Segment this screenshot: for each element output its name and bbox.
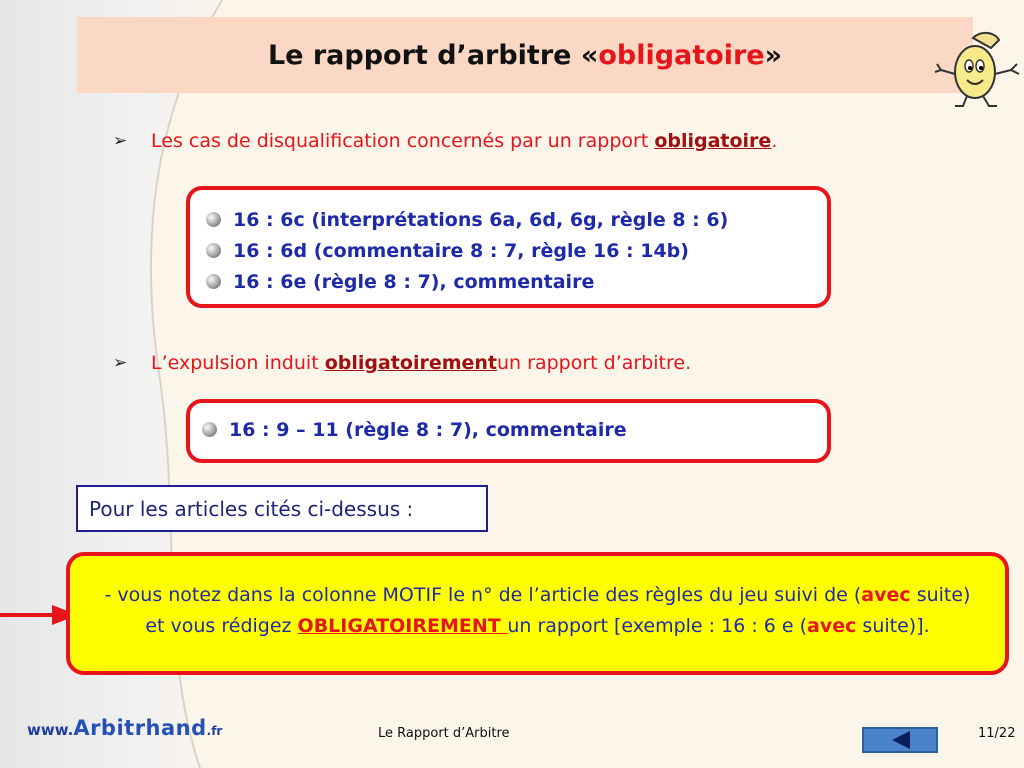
list-item xyxy=(206,266,827,297)
site-logo[interactable] xyxy=(27,716,222,740)
bullet-arrow-icon: ➢ xyxy=(113,131,128,151)
slide-title xyxy=(77,17,973,93)
bullet-arrow-icon: ➢ xyxy=(113,353,128,373)
instruction-text: et vous rédigez xyxy=(145,615,298,637)
bullet-expulsion xyxy=(113,352,691,374)
grey-ball-icon xyxy=(202,422,217,437)
instruction-emphasis: avec xyxy=(807,615,857,637)
instruction-text: suite)]. xyxy=(856,615,930,637)
bullet-text: L’expulsion induit xyxy=(151,352,319,374)
list-item-text: 16 : 6e (règle 8 : 7), commentaire xyxy=(233,270,595,293)
list-item xyxy=(206,204,827,235)
back-button[interactable] xyxy=(862,727,938,753)
back-arrow-icon xyxy=(864,729,936,751)
footer-title: Le Rapport d’Arbitre xyxy=(378,726,510,741)
grey-ball-icon xyxy=(206,243,221,258)
title-suffix: » xyxy=(764,39,783,71)
grey-ball-icon xyxy=(206,212,221,227)
bullet-emphasis: obligatoirement xyxy=(324,352,498,374)
disqualification-articles-box xyxy=(186,186,831,308)
logo-tld: .fr xyxy=(206,724,223,738)
list-item xyxy=(202,414,827,445)
bullet-end: . xyxy=(771,130,778,152)
articles-note-box xyxy=(76,485,488,532)
note-text: Pour les articles cités ci-dessus : xyxy=(89,496,414,521)
list-item xyxy=(206,235,827,266)
instruction-text: suite) xyxy=(910,584,971,606)
title-prefix: Le rapport d’arbitre « xyxy=(267,39,599,71)
bullet-text: Les cas de disqualification concernés par un rapport xyxy=(151,130,649,152)
instruction-line-1 xyxy=(70,580,1005,611)
whistle-mascot-icon xyxy=(933,30,1023,110)
bullet-emphasis: obligatoire xyxy=(654,130,772,152)
bullet-end: un rapport d’arbitre. xyxy=(497,352,692,374)
instruction-emphasis: OBLIGATOIREMENT xyxy=(297,615,508,637)
title-highlight: obligatoire xyxy=(598,39,765,71)
grey-ball-icon xyxy=(206,274,221,289)
page-number: 11/22 xyxy=(978,726,1016,741)
instruction-box xyxy=(66,552,1009,675)
instruction-line-2 xyxy=(70,611,1005,642)
bullet-disqualification xyxy=(113,130,777,152)
logo-name: Arbitrhand xyxy=(73,716,207,740)
instruction-emphasis: avec xyxy=(861,584,911,606)
list-item-text: 16 : 6d (commentaire 8 : 7, règle 16 : 14b) xyxy=(233,239,689,262)
instruction-text: - vous notez dans la colonne MOTIF le n° de l’article des règles du jeu suivi de ( xyxy=(104,584,862,606)
list-item-text: 16 : 9 – 11 (règle 8 : 7), commentaire xyxy=(229,418,627,441)
logo-prefix: www. xyxy=(27,721,74,739)
expulsion-articles-box xyxy=(186,399,831,463)
list-item-text: 16 : 6c (interprétations 6a, 6d, 6g, règle 8 : 6) xyxy=(233,208,729,231)
instruction-text: un rapport [exemple : 16 : 6 e ( xyxy=(507,615,808,637)
